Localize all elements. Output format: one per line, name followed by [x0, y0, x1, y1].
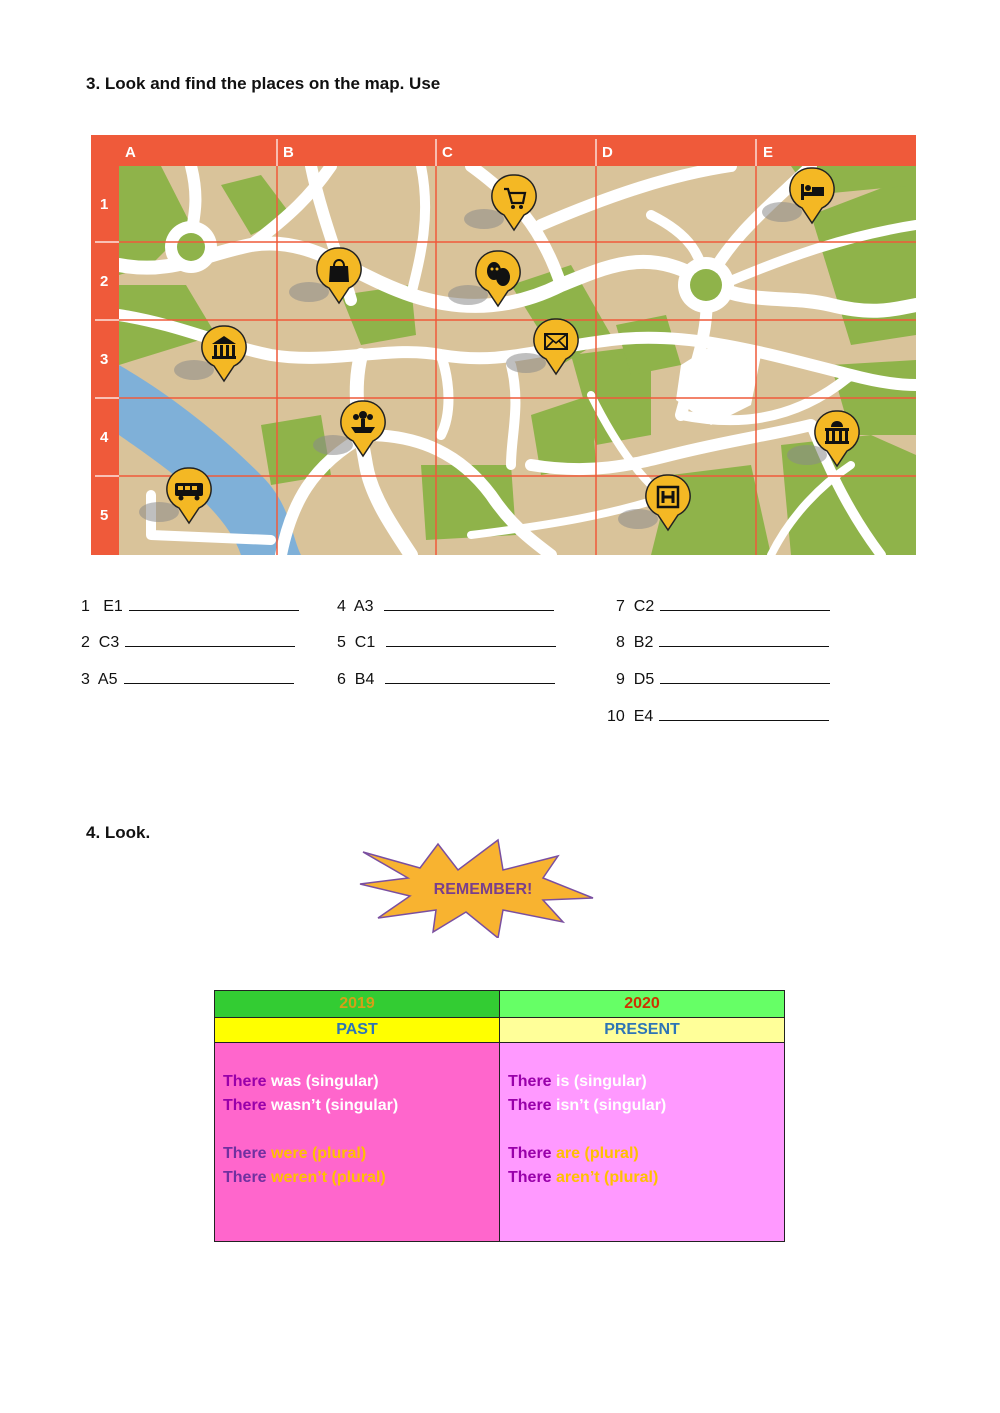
city-map: [91, 135, 916, 555]
row-label-4: 4: [100, 429, 109, 446]
present-forms: [500, 1043, 785, 1242]
answer-4: 4 A3: [337, 596, 554, 616]
answer-blank[interactable]: [129, 596, 299, 611]
col-label-d: D: [602, 144, 613, 161]
city-map-svg: [91, 135, 916, 555]
answer-6: 6 B4: [337, 669, 555, 689]
answer-blank[interactable]: [659, 632, 829, 647]
answer-3: 3 A5: [81, 669, 294, 689]
answer-5: 5 C1: [337, 632, 556, 652]
section-3-heading: 3. Look and find the places on the map. Use: [86, 74, 441, 93]
section-4-heading: 4. Look.: [86, 823, 151, 842]
past-were: There were (plural): [223, 1145, 367, 1162]
year-2019: 2019: [215, 991, 500, 1018]
remember-label: REMEMBER!: [433, 881, 533, 898]
answer-7: 7 C2: [616, 596, 830, 616]
past-was: There was (singular): [223, 1073, 379, 1090]
past-werent: There weren’t (plural): [223, 1169, 386, 1186]
row-label-2: 2: [100, 273, 109, 290]
answer-blank[interactable]: [124, 669, 294, 684]
answer-blank[interactable]: [384, 596, 554, 611]
col-label-a: A: [125, 144, 136, 161]
answer-blank[interactable]: [125, 632, 295, 647]
answer-blank[interactable]: [660, 596, 830, 611]
tense-present: PRESENT: [500, 1018, 785, 1043]
past-wasnt: There wasn’t (singular): [223, 1097, 399, 1114]
present-arent: There aren’t (plural): [508, 1169, 659, 1186]
present-are: There are (plural): [508, 1145, 639, 1162]
year-2020: 2020: [500, 991, 785, 1018]
answer-8: 8 B2: [616, 632, 829, 652]
row-label-3: 3: [100, 351, 109, 368]
col-label-b: B: [283, 144, 294, 161]
row-label-5: 5: [100, 507, 109, 524]
answer-blank[interactable]: [385, 669, 555, 684]
answer-blank[interactable]: [660, 669, 830, 684]
col-label-c: C: [442, 144, 453, 161]
remember-burst: [358, 838, 598, 938]
answer-blank[interactable]: [386, 632, 556, 647]
tense-past: PAST: [215, 1018, 500, 1043]
answer-10: 10 E4: [607, 706, 829, 726]
past-forms: [215, 1043, 500, 1242]
answer-9: 9 D5: [616, 669, 830, 689]
row-label-1: 1: [100, 196, 109, 213]
col-label-e: E: [763, 144, 774, 161]
present-is: There is (singular): [508, 1073, 647, 1090]
answer-1: 1 E1: [81, 596, 299, 616]
answer-2: 2 C3: [81, 632, 295, 652]
present-isnt: There isn’t (singular): [508, 1097, 667, 1114]
grammar-table: [214, 990, 785, 1242]
answer-blank[interactable]: [659, 706, 829, 721]
